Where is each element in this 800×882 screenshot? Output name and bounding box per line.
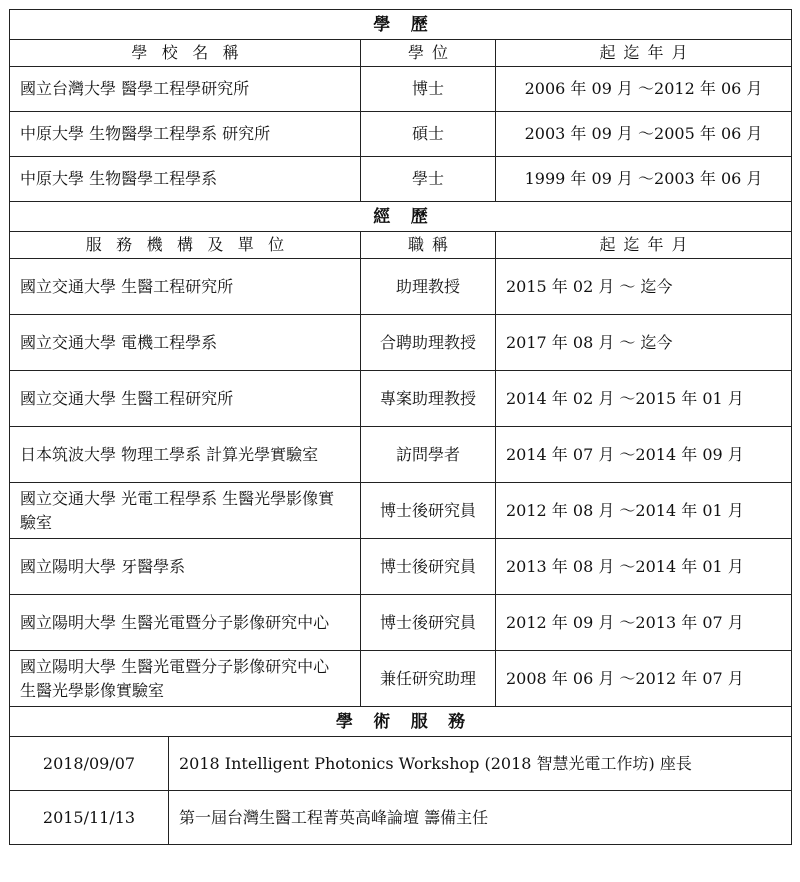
job-title-cell: 博士後研究員 — [361, 539, 496, 595]
job-title-cell: 博士後研究員 — [361, 595, 496, 651]
education-row — [10, 67, 792, 112]
period-cell: 2006 年 09 月 ～2012 年 06 月 — [496, 67, 792, 112]
org-cell: 日本筑波大學 物理工學系 計算光學實驗室 — [10, 427, 361, 483]
job-title-cell: 專案助理教授 — [361, 371, 496, 427]
degree-cell: 碩士 — [361, 112, 496, 157]
experience-row — [10, 595, 792, 651]
school-header: 學校名稱 — [10, 40, 361, 67]
experience-row — [10, 315, 792, 371]
period-cell: 2012 年 08 月 ～2014 年 01 月 — [496, 483, 792, 539]
service-row — [10, 737, 792, 791]
period-cell: 2012 年 09 月 ～2013 年 07 月 — [496, 595, 792, 651]
experience-row — [10, 427, 792, 483]
education-row — [10, 112, 792, 157]
school-cell: 中原大學 生物醫學工程學系 研究所 — [10, 112, 361, 157]
school-cell: 國立台灣大學 醫學工程學研究所 — [10, 67, 361, 112]
cv-table — [9, 9, 792, 845]
service-title: 學術服務 — [10, 707, 792, 737]
org-cell: 國立陽明大學 生醫光電暨分子影像研究中心 — [10, 595, 361, 651]
service-date-cell: 2015/11/13 — [10, 791, 169, 845]
org-cell: 國立交通大學 光電工程學系 生醫光學影像實驗室 — [10, 483, 361, 539]
org-header: 服務機構及單位 — [10, 232, 361, 259]
job-title-cell: 訪問學者 — [361, 427, 496, 483]
service-row — [10, 791, 792, 845]
org-cell: 國立交通大學 電機工程學系 — [10, 315, 361, 371]
degree-cell: 學士 — [361, 157, 496, 202]
service-date-cell: 2018/09/07 — [10, 737, 169, 791]
experience-section-header — [10, 202, 792, 232]
org-cell: 國立交通大學 生醫工程研究所 — [10, 371, 361, 427]
experience-row — [10, 539, 792, 595]
experience-column-headers — [10, 232, 792, 259]
period-cell: 2015 年 02 月 ～ 迄今 — [496, 259, 792, 315]
period-cell: 2013 年 08 月 ～2014 年 01 月 — [496, 539, 792, 595]
period-cell: 2017 年 08 月 ～ 迄今 — [496, 315, 792, 371]
org-cell: 國立交通大學 生醫工程研究所 — [10, 259, 361, 315]
experience-row — [10, 259, 792, 315]
education-title: 學歷 — [10, 10, 792, 40]
org-cell: 國立陽明大學 牙醫學系 — [10, 539, 361, 595]
experience-row — [10, 371, 792, 427]
school-cell: 中原大學 生物醫學工程學系 — [10, 157, 361, 202]
degree-header: 學位 — [361, 40, 496, 67]
period-cell: 2003 年 09 月 ～2005 年 06 月 — [496, 112, 792, 157]
education-section-header — [10, 10, 792, 40]
period-header: 起迄年月 — [496, 40, 792, 67]
education-column-headers — [10, 40, 792, 67]
period-cell: 2008 年 06 月 ～2012 年 07 月 — [496, 651, 792, 707]
title-header: 職稱 — [361, 232, 496, 259]
period-cell: 1999 年 09 月 ～2003 年 06 月 — [496, 157, 792, 202]
job-title-cell: 博士後研究員 — [361, 483, 496, 539]
job-title-cell: 兼任研究助理 — [361, 651, 496, 707]
job-title-cell: 助理教授 — [361, 259, 496, 315]
period-cell: 2014 年 07 月 ～2014 年 09 月 — [496, 427, 792, 483]
experience-row — [10, 483, 792, 539]
period-header: 起迄年月 — [496, 232, 792, 259]
service-desc-cell: 2018 Intelligent Photonics Workshop (2018 智慧光電工作坊) 座長 — [169, 737, 792, 791]
job-title-cell: 合聘助理教授 — [361, 315, 496, 371]
service-desc-cell: 第一屆台灣生醫工程菁英高峰論壇 籌備主任 — [169, 791, 792, 845]
education-row — [10, 157, 792, 202]
service-section-header — [10, 707, 792, 737]
degree-cell: 博士 — [361, 67, 496, 112]
experience-title: 經歷 — [10, 202, 792, 232]
experience-row — [10, 651, 792, 707]
period-cell: 2014 年 02 月 ～2015 年 01 月 — [496, 371, 792, 427]
org-cell: 國立陽明大學 生醫光電暨分子影像研究中心 生醫光學影像實驗室 — [10, 651, 361, 707]
